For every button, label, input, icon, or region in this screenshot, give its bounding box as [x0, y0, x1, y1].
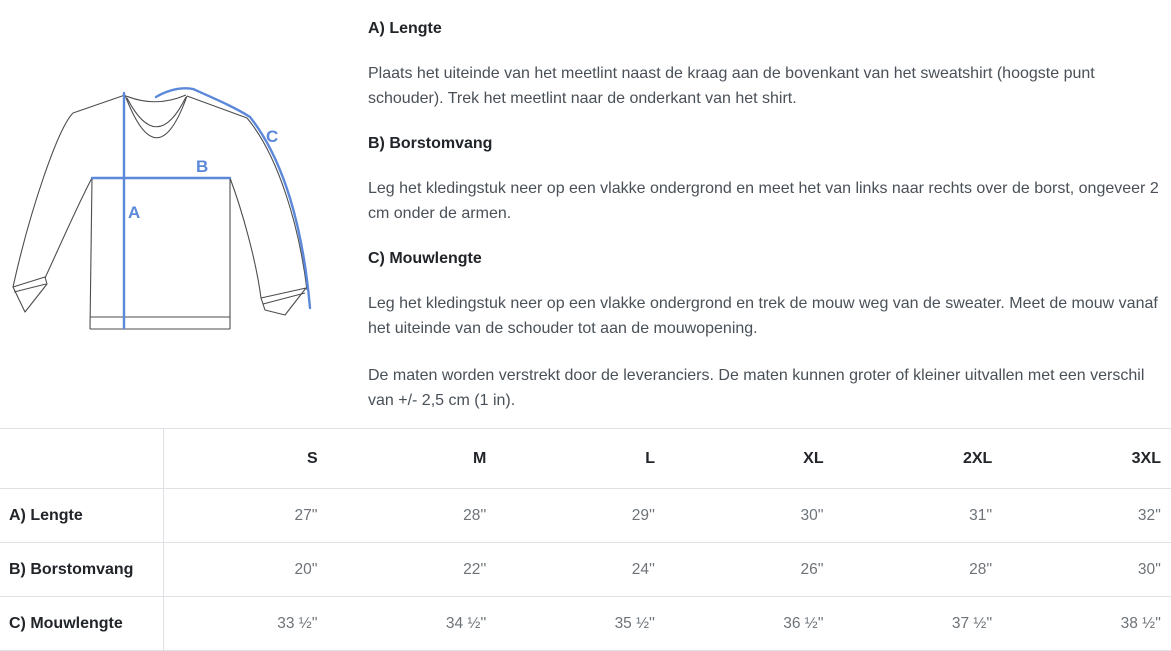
- size-table-header-row: [0, 429, 1171, 489]
- size-value: 22'': [463, 560, 487, 578]
- measurement-label-c: C: [266, 127, 279, 146]
- size-value: 30'': [1137, 560, 1161, 578]
- size-column-header-3xl: 3XL: [1131, 449, 1161, 467]
- table-row-mouwlengte: [0, 597, 1171, 651]
- size-column-header-2xl: 2XL: [962, 449, 993, 467]
- size-value: 24'': [631, 560, 655, 578]
- table-row-lengte: [0, 489, 1171, 543]
- measurement-label-a: A: [128, 203, 141, 222]
- size-column-header-s: S: [306, 449, 318, 467]
- size-value: 32'': [1137, 506, 1161, 524]
- size-value: 26'': [800, 560, 824, 578]
- section-c-heading: C) Mouwlengte: [368, 250, 482, 267]
- table-row-borstomvang: [0, 543, 1171, 597]
- size-column-header-xl: XL: [803, 449, 824, 467]
- size-column-header-l: L: [645, 449, 655, 467]
- size-value: 28'': [463, 506, 487, 524]
- measuring-instructions: [368, 0, 1163, 435]
- size-value: 37 ½'': [951, 614, 993, 632]
- size-value: 35 ½'': [614, 614, 655, 632]
- row-label-borstomvang: B) Borstomvang: [0, 543, 163, 597]
- size-value: 31'': [969, 506, 993, 524]
- size-value: 33 ½'': [277, 614, 318, 632]
- table-corner-cell: [0, 429, 163, 489]
- size-column-header-m: M: [472, 449, 487, 467]
- row-label-lengte: A) Lengte: [0, 489, 163, 543]
- section-b-body: Leg het kledingstuk neer op een vlakke ondergrond en meet het van links naar rechts over de borst, ongeveer 2 cm onder de armen.: [368, 180, 1159, 222]
- size-value: 36 ½'': [783, 614, 824, 632]
- section-c-body: Leg het kledingstuk neer op een vlakke ondergrond en trek de mouw weg van de sweater. Meet de mouw vanaf het uiteinde van de schouder tot aan de mouwopening.: [368, 295, 1158, 337]
- size-value: 20'': [294, 560, 318, 578]
- garment-outline: [13, 95, 307, 329]
- size-value: 30'': [800, 506, 824, 524]
- size-value: 29'': [631, 506, 655, 524]
- size-table: [0, 428, 1171, 651]
- sweatshirt-outline-svg: [0, 60, 345, 360]
- row-label-mouwlengte: C) Mouwlengte: [0, 597, 163, 651]
- measurement-label-b: B: [196, 157, 209, 176]
- size-value: 28'': [969, 560, 993, 578]
- section-b-heading: B) Borstomvang: [368, 135, 493, 152]
- size-value: 34 ½'': [445, 614, 487, 632]
- size-value: 38 ½'': [1120, 614, 1161, 632]
- tolerance-note: De maten worden verstrekt door de leveranciers. De maten kunnen groter of kleiner uitvallen met een verschil van +/- 2,5 cm (1 in).: [368, 367, 1145, 409]
- section-a-body: Plaats het uiteinde van het meetlint naast de kraag aan de bovenkant van het sweatshirt (hoogste punt schouder). Trek het meetlint naar de onderkant van het shirt.: [368, 65, 1095, 107]
- size-value: 27'': [294, 506, 318, 524]
- section-a-heading: A) Lengte: [368, 20, 442, 37]
- sweatshirt-measurement-diagram: [0, 60, 345, 360]
